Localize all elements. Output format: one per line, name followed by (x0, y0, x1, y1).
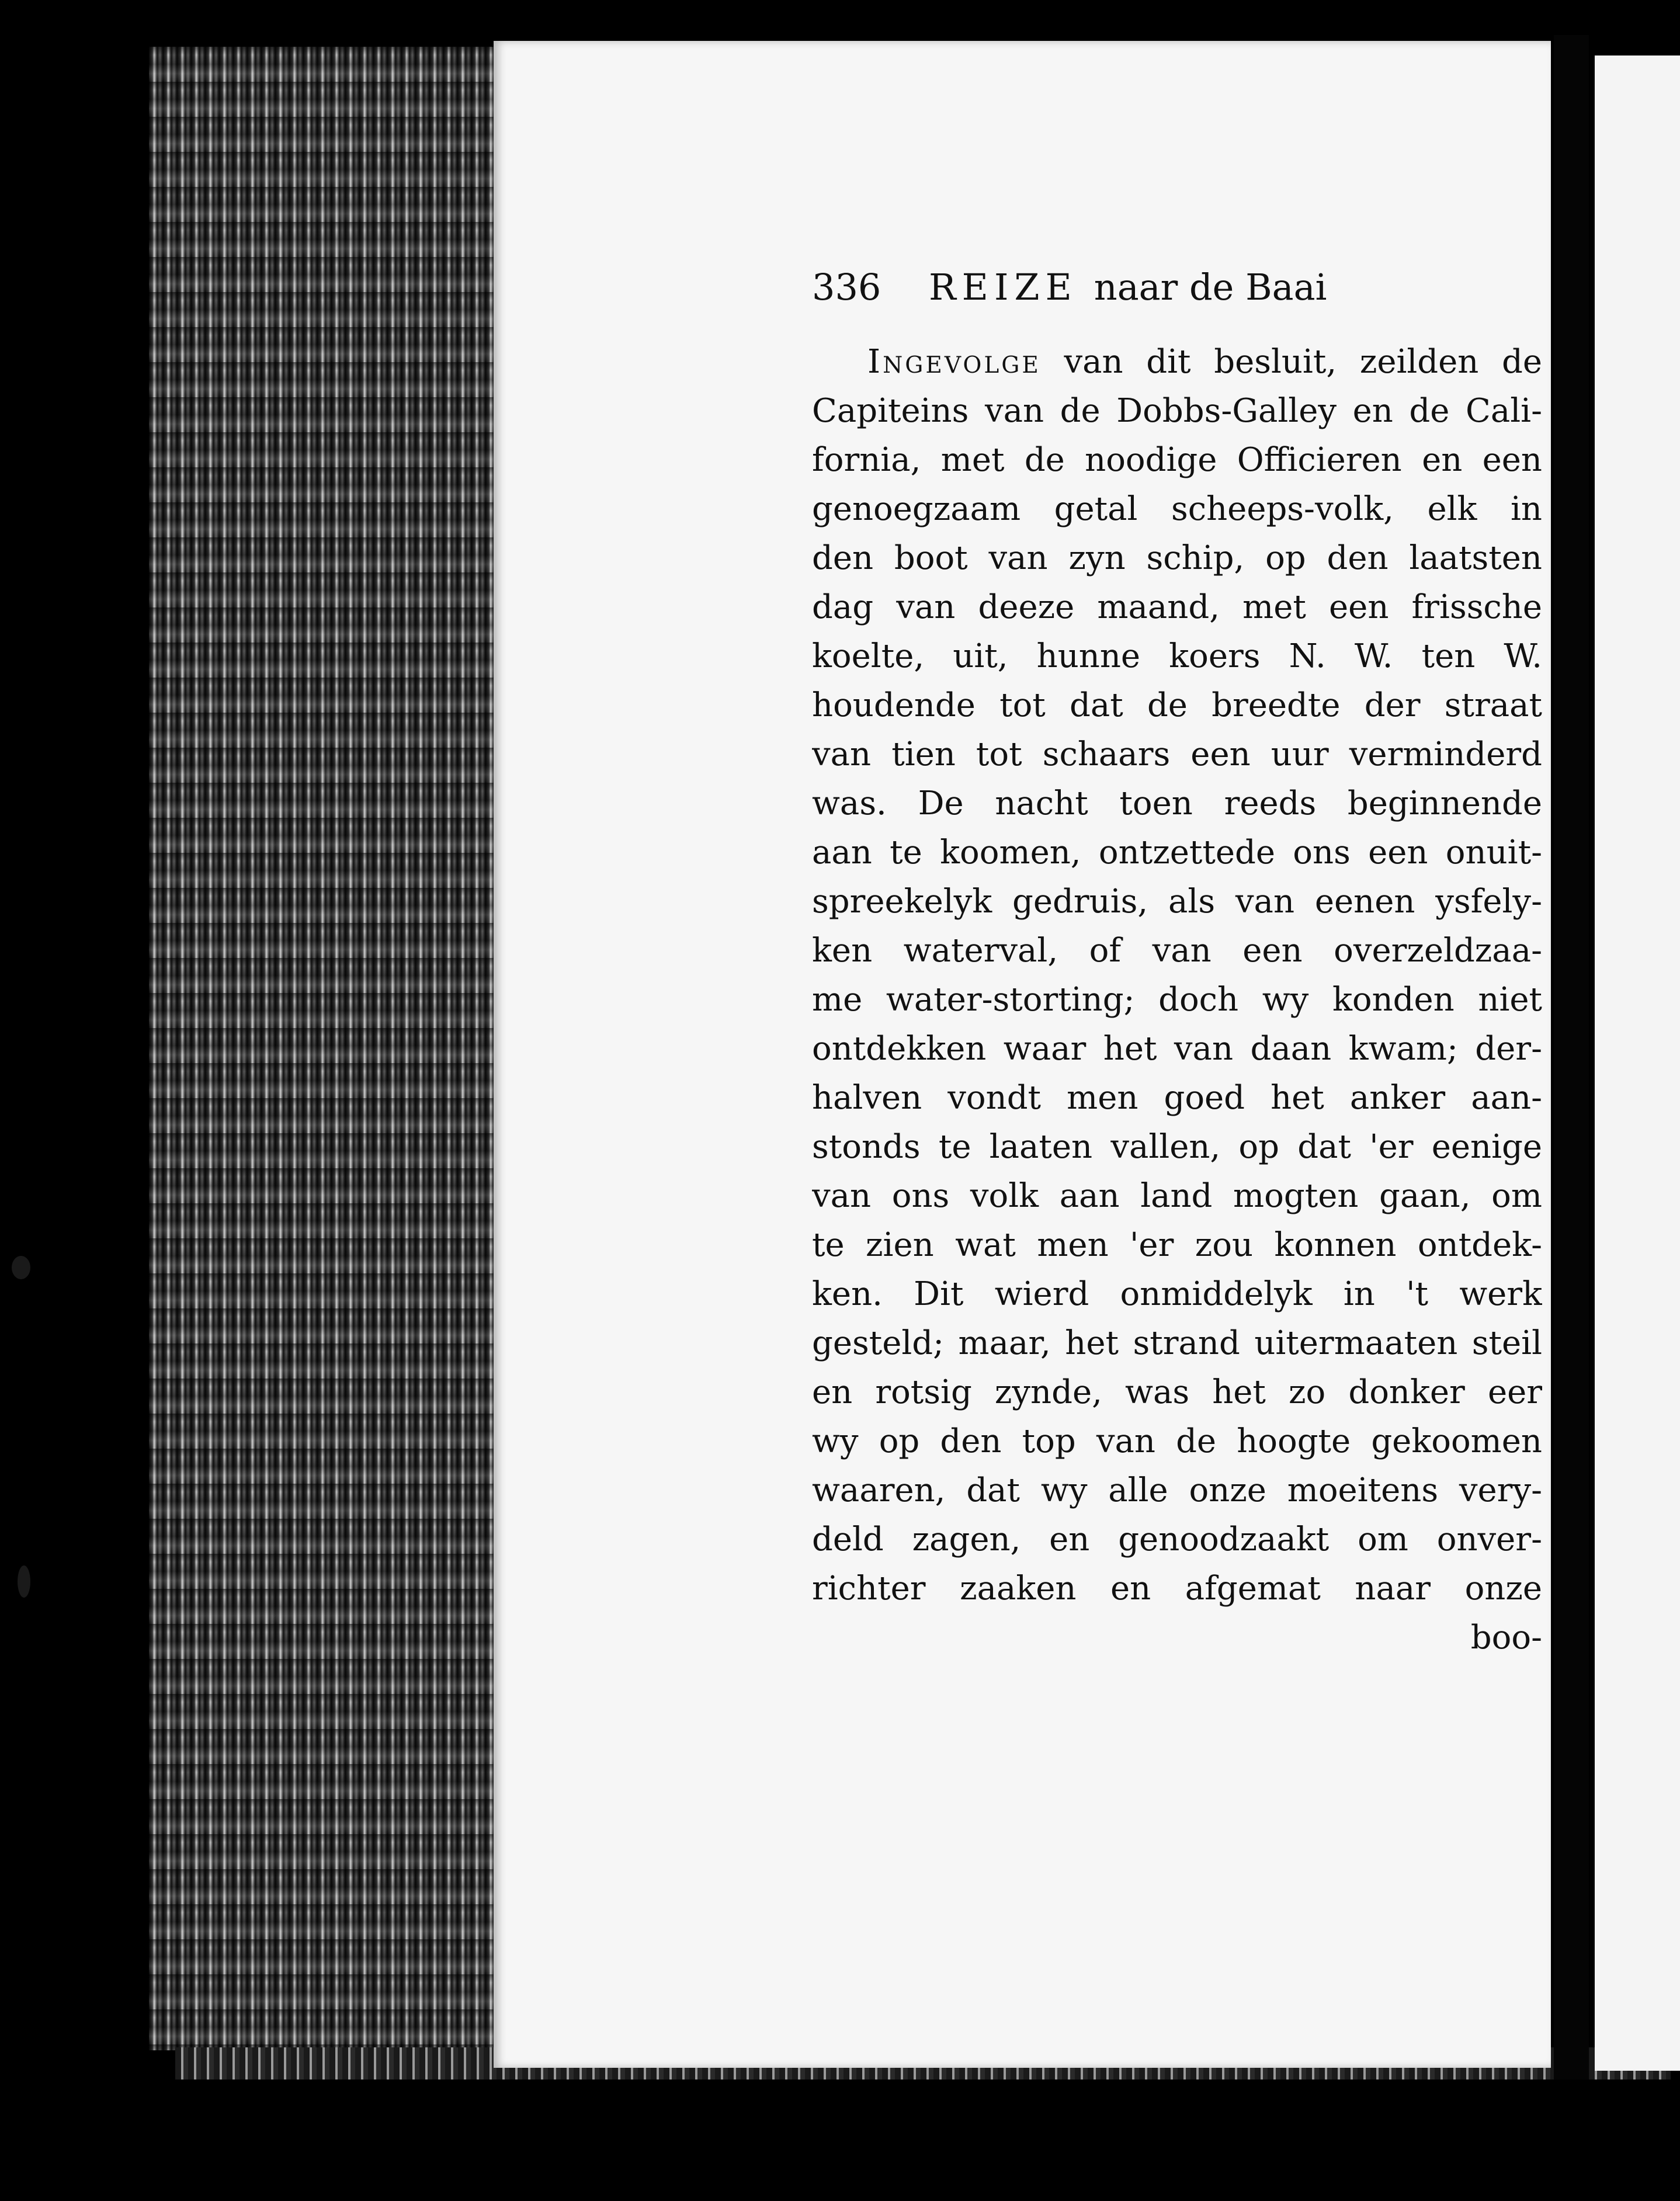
text-line (812, 1319, 1542, 1368)
line-text: ontdekken waar het van daan kwam; der- (812, 1030, 1542, 1068)
text-line (812, 730, 1542, 779)
line-text: den boot van zyn schip, op den laatsten (812, 539, 1542, 577)
text-line (812, 583, 1542, 632)
text-line (812, 485, 1542, 534)
text-line (812, 975, 1542, 1025)
text-line (812, 1074, 1542, 1123)
speck (18, 1565, 30, 1598)
text-line (812, 338, 1542, 387)
text-line (812, 877, 1542, 926)
line-text: deld zagen, en genoodzaakt om onver- (812, 1520, 1542, 1558)
text-line (812, 632, 1542, 681)
text-line (812, 1221, 1542, 1270)
line-text: koelte, uit, hunne koers N. W. ten W. (812, 637, 1542, 675)
page-text-block (812, 266, 1542, 1662)
line-text: stonds te laaten vallen, op dat 'er eenige (812, 1128, 1542, 1166)
line-text: halven vondt men goed het anker aan- (812, 1079, 1542, 1117)
line-text: waaren, dat wy alle onze moeitens very- (812, 1471, 1542, 1509)
text-line (812, 1515, 1542, 1564)
catchword: boo- (1470, 1619, 1542, 1657)
opening-word: Ingevolge (867, 343, 1041, 381)
text-line (812, 926, 1542, 975)
text-line (812, 534, 1542, 583)
line-text: van ons volk aan land mogten gaan, om (812, 1177, 1542, 1215)
line-text: ken. Dit wierd onmiddelyk in 't werk (812, 1275, 1542, 1313)
body-paragraph (812, 338, 1542, 1613)
text-line (812, 1564, 1542, 1613)
line-text: wy op den top van de hoogte gekoomen (812, 1422, 1542, 1460)
text-line (812, 1123, 1542, 1172)
line-text: Capiteins van de Dobbs-Galley en de Cali- (812, 392, 1542, 430)
line-text: was. De nacht toen reeds beginnende (812, 784, 1542, 822)
line-text: me water-storting; doch wy konden niet (812, 981, 1542, 1019)
line-text: van dit besluit, zeilden de (1064, 343, 1542, 381)
line-text: dag van deeze maand, met een frissche (812, 588, 1542, 626)
text-line (812, 681, 1542, 730)
book-gutter (1554, 35, 1589, 2080)
running-head-title: REIZE (929, 266, 1078, 308)
text-line (812, 779, 1542, 828)
line-text: genoegzaam getal scheeps-volk, elk in (812, 490, 1542, 528)
text-line (812, 387, 1542, 436)
speck (12, 1256, 30, 1279)
line-text: ken waterval, of van een overzeldzaa- (812, 932, 1542, 970)
line-text: van tien tot schaars een uur verminderd (812, 735, 1542, 773)
line-text: te zien wat men 'er zou konnen ontdek- (812, 1226, 1542, 1264)
line-text: en rotsig zynde, was het zo donker eer (812, 1373, 1542, 1411)
facing-page-edge (1595, 55, 1680, 2071)
page-edges-stack (149, 47, 499, 2050)
text-line (812, 828, 1542, 877)
page-number: 336 (812, 266, 881, 308)
line-text: fornia, met de noodige Officieren en een (812, 441, 1542, 479)
line-text: houdende tot dat de breedte der straat (812, 686, 1542, 724)
line-text: aan te koomen, ontzettede ons een onuit- (812, 834, 1542, 872)
text-line (812, 1270, 1542, 1319)
text-line (812, 1417, 1542, 1466)
line-text: richter zaaken en afgemat naar onze (812, 1570, 1542, 1608)
text-line (812, 1368, 1542, 1417)
text-line (812, 1466, 1542, 1515)
text-line (812, 436, 1542, 485)
line-text: gesteld; maar, het strand uitermaaten steil (812, 1324, 1542, 1362)
text-line (812, 1172, 1542, 1221)
line-text: spreekelyk gedruis, als van eenen ysfely- (812, 883, 1542, 921)
text-line (812, 1025, 1542, 1074)
running-header (812, 266, 1542, 321)
running-head-rest: naar de Baai (1094, 266, 1327, 308)
